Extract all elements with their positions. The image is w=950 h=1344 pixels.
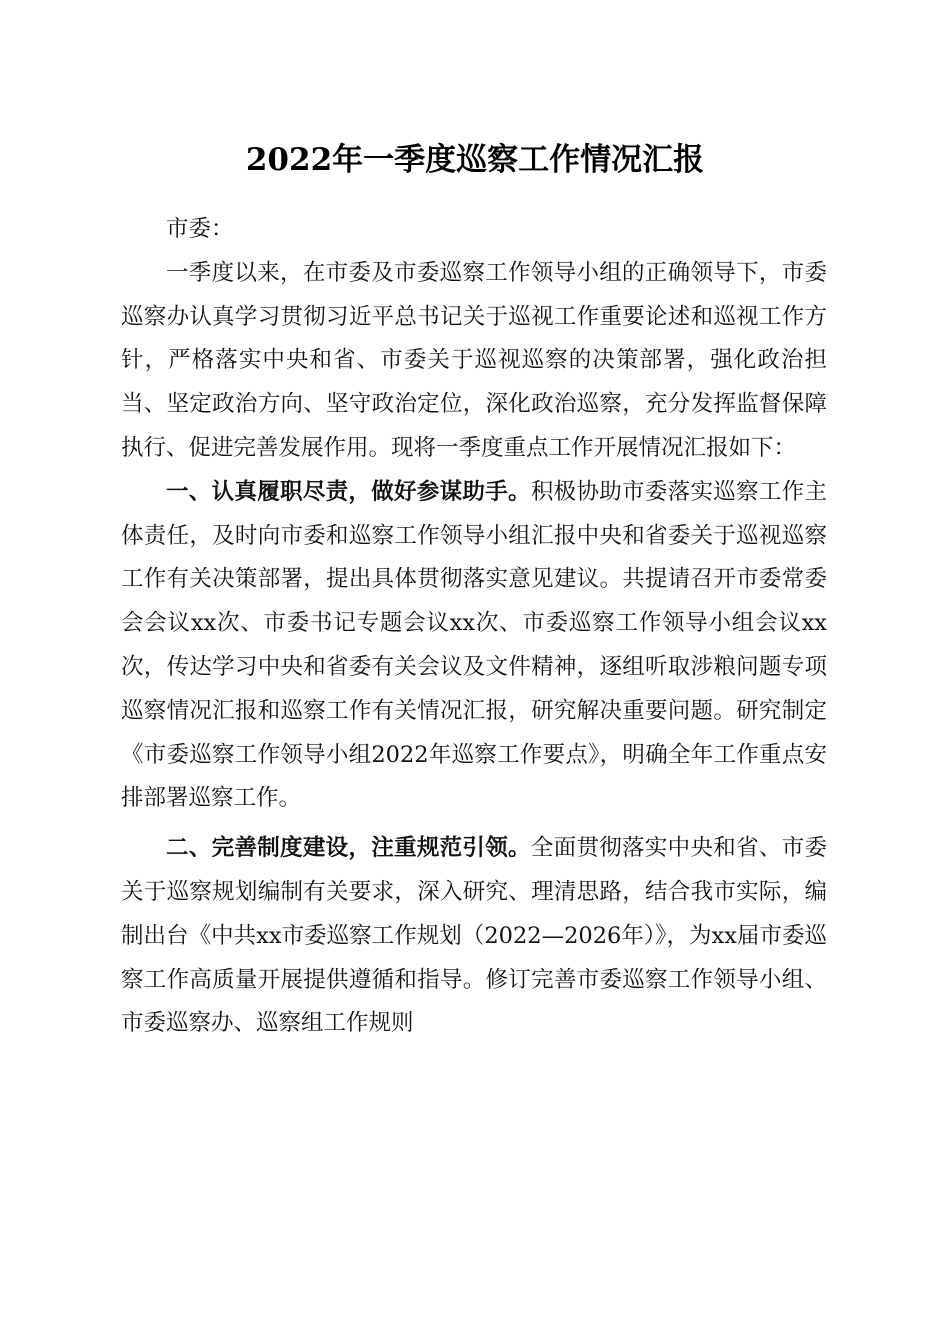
section-heading-1: 一、认真履职尽责，做好参谋助手。 [166,478,531,505]
section-paragraph-1 [121,471,827,821]
intro-paragraph: 一季度以来，在市委及市委巡察工作领导小组的正确领导下，市委巡察办认真学习贯彻习近平总书记关于巡视工作重要论述和巡视工作方针，严格落实中央和省、市委关于巡视巡察的决策部署，强化政治担当、坚定政治方向、坚守政治定位，深化政治巡察，充分发挥监督保障执行、促进完善发展作用。现将一季度重点工作开展情况汇报如下： [121,259,827,461]
salutation: 市委： [166,216,234,242]
document-body [121,208,827,1046]
section-text-1: 积极协助市委落实巡察工作主体责任，及时向市委和巡察工作领导小组汇报中央和省委关于巡视巡察工作有关决策部署，提出具体贯彻落实意见建议。共提请召开市委常委会会议xx次、市委书记专题会议xx次、市委巡察工作领导小组会议xx次，传达学习中央和省委有关会议及文件精神，逐组听取涉粮问题专项巡察情况汇报和巡察工作有关情况汇报，研究解决重要问题。研究制定《市委巡察工作领导小组2022年巡察工作要点》，明确全年工作重点安排部署巡察工作。 [121,478,827,812]
document-title: 2022年一季度巡察工作情况汇报 [245,142,705,178]
section-heading-2: 二、完善制度建设，注重规范引领。 [166,835,531,862]
section-text-2: 全面贯彻落实中央和省、市委关于巡察规划编制有关要求，深入研究、理清思路，结合我市实际，编制出台《中共xx市委巡察工作规划（2022—2026年）》，为xx届市委巡察工作高质量开展提供遵循和指导。修订完善市委巡察工作领导小组、市委巡察办、巡察组工作规则 [121,835,827,1037]
section-paragraph-2 [121,827,827,1046]
